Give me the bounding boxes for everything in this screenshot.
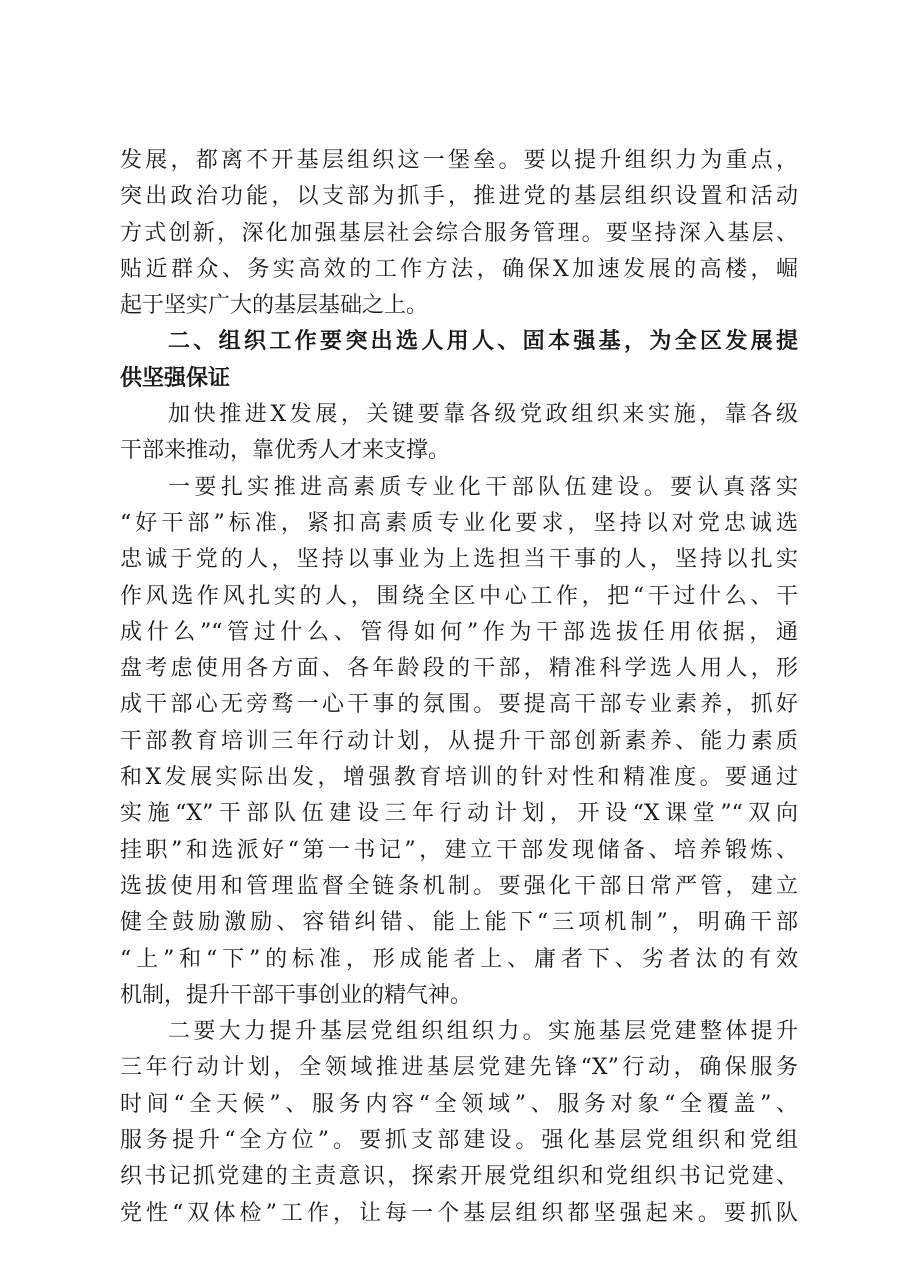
text-line: 干部来推动，靠优秀人才来支撑。 xyxy=(120,438,451,464)
text-line: 作风选作风扎实的人，围绕全区中心工作，把“干过什么、干 xyxy=(120,583,798,609)
text-line: 挂职”和选派好“第一书记”，建立干部发现储备、培养锻炼、 xyxy=(120,837,798,863)
text-line: 方式创新，深化加强基层社会综合服务管理。要坚持深入基层、 xyxy=(120,220,798,246)
text-line: 选拔使用和管理监督全链条机制。要强化干部日常严管，建立 xyxy=(120,873,798,899)
text-line: 突出政治功能，以支部为抓手，推进党的基层组织设置和活动 xyxy=(120,184,798,210)
text-line: 起于坚实广大的基层基础之上。 xyxy=(120,293,429,319)
text-line: 二要大力提升基层党组织组织力。实施基层党建整体提升 xyxy=(168,1019,798,1045)
text-line: 织书记抓党建的主责意识，探索开展党组织和党组织书记党建、 xyxy=(120,1164,798,1190)
heading-line: 二、组织工作要突出选人用人、固本强基，为全区发展提 xyxy=(168,329,798,355)
text-line: 加快推进X发展，关键要靠各级党政组织来实施，靠各级 xyxy=(168,402,798,428)
text-line: 盘考虑使用各方面、各年龄段的干部，精准科学选人用人，形 xyxy=(120,656,798,682)
text-line: “上”和“下”的标准，形成能者上、庸者下、劣者汰的有效 xyxy=(120,946,798,972)
text-line: 服务提升“全方位”。要抓支部建设。强化基层党组织和党组 xyxy=(120,1128,798,1154)
text-line: 一要扎实推进高素质专业化干部队伍建设。要认真落实 xyxy=(168,474,798,500)
document-body xyxy=(120,143,798,1232)
text-line: “好干部”标准，紧扣高素质专业化要求，坚持以对党忠诚选 xyxy=(120,510,798,536)
text-line: 发展，都离不开基层组织这一堡垒。要以提升组织力为重点， xyxy=(120,148,798,173)
paragraph xyxy=(120,470,798,1014)
text-line: 干部教育培训三年行动计划，从提升干部创新素养、能力素质 xyxy=(120,728,798,754)
heading-line: 供坚强保证 xyxy=(120,365,231,391)
text-line: 贴近群众、务实高效的工作方法，确保X加速发展的高楼，崛 xyxy=(120,256,798,282)
text-line: 时间“全天候”、服务内容“全领域”、服务对象“全覆盖”、 xyxy=(120,1091,798,1117)
paragraph xyxy=(120,1014,798,1232)
text-line: 成什么”“管过什么、管得如何”作为干部选拔任用依据，通 xyxy=(120,619,798,645)
paragraph xyxy=(120,397,798,470)
text-line: 忠诚于党的人，坚持以事业为上选担当干事的人，坚持以扎实 xyxy=(120,547,798,573)
text-line: 成干部心无旁骛一心干事的氛围。要提高干部专业素养，抓好 xyxy=(120,692,798,718)
text-line: 三年行动计划，全领域推进基层党建先锋“X”行动，确保服务 xyxy=(120,1055,798,1081)
section-heading xyxy=(120,324,798,397)
text-line: 党性“双体检”工作，让每一个基层组织都坚强起来。要抓队 xyxy=(120,1200,798,1226)
paragraph xyxy=(120,143,798,324)
text-line: 和X发展实际出发，增强教育培训的针对性和精准度。要通过 xyxy=(120,765,798,791)
text-line: 机制，提升干部干事创业的精气神。 xyxy=(120,982,473,1008)
text-line: 健全鼓励激励、容错纠错、能上能下“三项机制”，明确干部 xyxy=(120,910,798,936)
text-line: 实施“X”干部队伍建设三年行动计划，开设“X课堂”“双向 xyxy=(120,801,798,827)
